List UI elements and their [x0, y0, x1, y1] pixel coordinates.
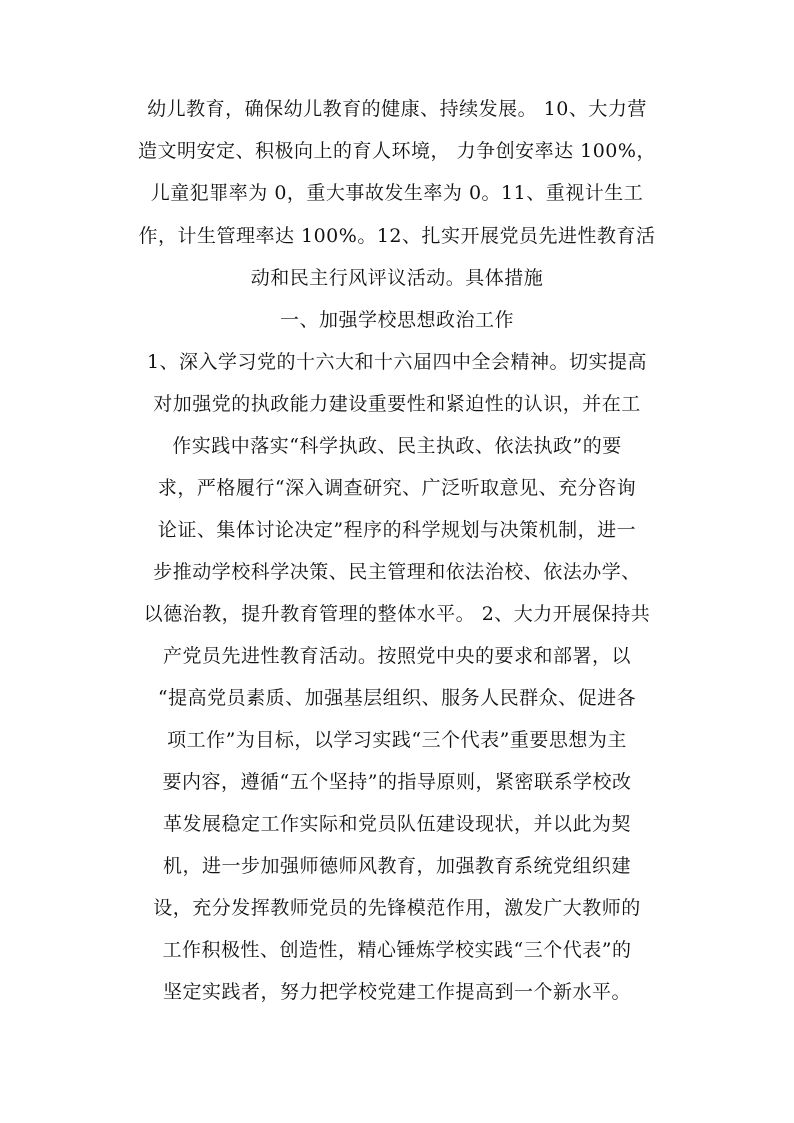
text-line-18: 革发展稳定工作实际和党员队伍建设现状，并以此为契: [162, 813, 631, 835]
text-line-15: “提高党员素质、加强基层组织、服务人民群众、促进各: [157, 687, 637, 709]
text-line-2: 造文明安定、积极向上的育人环境， 力争创安率达 100%，: [138, 140, 656, 162]
text-line-20: 设，充分发挥教师党员的先锋模范作用，激发广大教师的: [153, 897, 641, 919]
text-line-13: 以德治教，提升教育管理的整体水平。 2、大力开展保持共: [143, 603, 651, 625]
text-line-17: 要内容，遵循“五个坚持”的指导原则，紧密联系学校改: [162, 771, 632, 793]
text-line-9: 作实践中落实“科学执政、民主执政、依法执政”的要: [172, 435, 622, 457]
text-line-10: 求，严格履行“深入调查研究、广泛听取意见、充分咨询: [157, 477, 637, 499]
text-line-4: 作，计生管理率达 100%。12、扎实开展党员先进性教育活: [138, 225, 656, 247]
text-line-12: 步推动学校科学决策、民主管理和依法治校、依法办学、: [153, 561, 641, 583]
text-line-16: 项工作”为目标，以学习实践“三个代表”重要思想为主: [167, 729, 627, 751]
section-heading: 一、加强学校思想政治工作: [279, 309, 514, 331]
text-line-14: 产党员先进性教育活动。按照党中央的要求和部署，以: [162, 645, 631, 667]
text-line-21: 工作积极性、创造性，精心锤炼学校实践“三个代表”的: [162, 939, 632, 961]
text-line-3: 儿童犯罪率为 0，重大事故发生率为 0。11、重视计生工: [150, 182, 644, 204]
text-line-8: 对加强党的执政能力建设重要性和紧迫性的认识，并在工: [153, 393, 641, 415]
text-line-11: 论证、集体讨论决定”程序的科学规划与决策机制，进一: [157, 519, 637, 541]
text-line-5: 动和民主行风评议活动。具体措施: [250, 267, 544, 289]
text-line-1: 幼儿教育，确保幼儿教育的健康、持续发展。 10、大力营: [147, 98, 647, 120]
text-line-19: 机，进一步加强师德师风教育，加强教育系统党组织建: [162, 855, 631, 877]
text-line-22: 坚定实践者，努力把学校党建工作提高到一个新水平。: [162, 981, 631, 1003]
text-line-7: 1、深入学习党的十六大和十六届四中全会精神。切实提高: [146, 351, 648, 373]
